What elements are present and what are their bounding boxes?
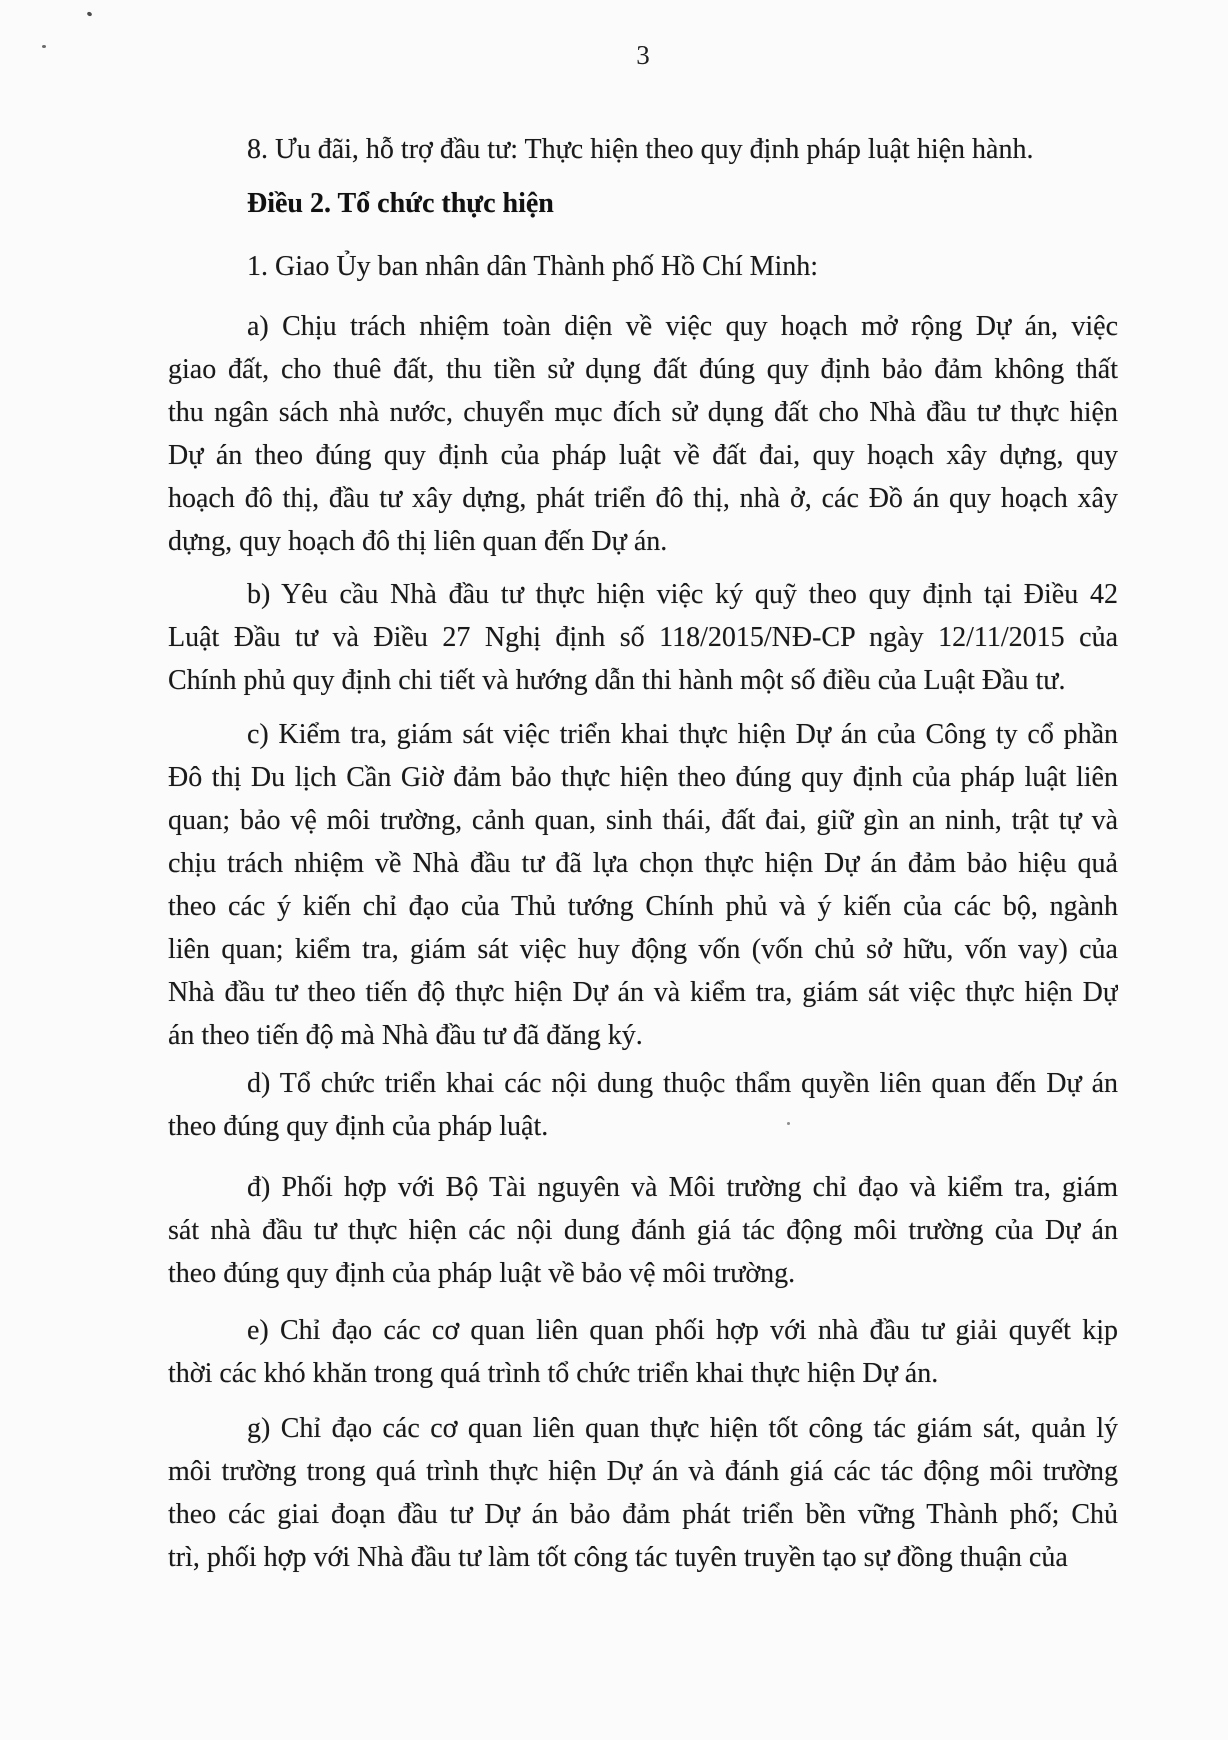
page-number: 3 [636, 40, 650, 70]
text-line: Dự án theo đúng quy định của pháp luật về đất đai, quy hoạch xây dựng, quy [168, 440, 1118, 471]
text-line: Luật Đầu tư và Điều 27 Nghị định số 118/2015/NĐ-CP ngày 12/11/2015 của [168, 622, 1118, 653]
text-line: a) Chịu trách nhiệm toàn diện về việc quy hoạch mở rộng Dự án, việc [247, 311, 1118, 342]
text-line: theo các ý kiến chỉ đạo của Thủ tướng Chính phủ và ý kiến của các bộ, ngành [168, 891, 1118, 922]
text-line: trì, phối hợp với Nhà đầu tư làm tốt công tác tuyên truyền tạo sự đồng thuận của [168, 1542, 1068, 1573]
scan-speck-icon [86, 11, 92, 17]
item-8 [168, 128, 1118, 171]
text-line: liên quan; kiểm tra, giám sát việc huy động vốn (vốn chủ sở hữu, vốn vay) của [168, 934, 1118, 965]
document-body [168, 112, 1118, 1579]
text-line: theo các giai đoạn đầu tư Dự án bảo đảm phát triển bền vững Thành phố; Chủ [168, 1499, 1118, 1530]
text-line: 1. Giao Ủy ban nhân dân Thành phố Hồ Chí Minh: [247, 251, 819, 282]
item-1 [168, 245, 1118, 288]
scan-speck-icon [42, 45, 46, 48]
point-d [168, 1062, 1118, 1148]
point-e [168, 1309, 1118, 1395]
text-line: hoạch đô thị, đầu tư xây dựng, phát triển đô thị, nhà ở, các Đồ án quy hoạch xây [168, 483, 1118, 514]
text-line: theo đúng quy định của pháp luật về bảo vệ môi trường. [168, 1258, 796, 1289]
text-line: b) Yêu cầu Nhà đầu tư thực hiện việc ký quỹ theo quy định tại Điều 42 [247, 579, 1118, 610]
text-line: môi trường trong quá trình thực hiện Dự án và đánh giá các tác động môi trường [168, 1456, 1118, 1487]
text-line: g) Chỉ đạo các cơ quan liên quan thực hiện tốt công tác giám sát, quản lý [247, 1413, 1118, 1444]
text-line: theo đúng quy định của pháp luật. [168, 1111, 549, 1142]
text-line: Điều 2. Tổ chức thực hiện [247, 188, 554, 219]
point-dd [168, 1166, 1118, 1295]
text-line: c) Kiểm tra, giám sát việc triển khai thực hiện Dự án của Công ty cổ phần [247, 719, 1118, 750]
text-line: án theo tiến độ mà Nhà đầu tư đã đăng ký. [168, 1020, 643, 1051]
point-b [168, 573, 1118, 702]
text-line: chịu trách nhiệm về Nhà đầu tư đã lựa chọn thực hiện Dự án đảm bảo hiệu quả [168, 848, 1118, 879]
text-line: giao đất, cho thuê đất, thu tiền sử dụng đất đúng quy định bảo đảm không thất [168, 354, 1118, 385]
text-line: Chính phủ quy định chi tiết và hướng dẫn thi hành một số điều của Luật Đầu tư. [168, 665, 1066, 696]
text-line: Đô thị Du lịch Cần Giờ đảm bảo thực hiện theo đúng quy định của pháp luật liên [168, 762, 1118, 793]
text-line: 8. Ưu đãi, hỗ trợ đầu tư: Thực hiện theo quy định pháp luật hiện hành. [247, 134, 1034, 165]
text-line: d) Tổ chức triển khai các nội dung thuộc thẩm quyền liên quan đến Dự án [247, 1068, 1118, 1099]
text-line: đ) Phối hợp với Bộ Tài nguyên và Môi trường chỉ đạo và kiểm tra, giám [247, 1172, 1118, 1203]
text-line: thời các khó khăn trong quá trình tổ chức triển khai thực hiện Dự án. [168, 1358, 939, 1389]
text-line: e) Chỉ đạo các cơ quan liên quan phối hợp với nhà đầu tư giải quyết kịp [247, 1315, 1118, 1346]
point-g [168, 1407, 1118, 1579]
text-line: quan; bảo vệ môi trường, cảnh quan, sinh thái, đất đai, giữ gìn an ninh, trật tự và [168, 805, 1118, 836]
text-line: sát nhà đầu tư thực hiện các nội dung đánh giá tác động môi trường của Dự án [168, 1215, 1118, 1246]
text-line: thu ngân sách nhà nước, chuyển mục đích sử dụng đất cho Nhà đầu tư thực hiện [168, 397, 1118, 428]
heading-dieu-2 [168, 182, 1118, 225]
point-a [168, 305, 1118, 563]
text-line: Nhà đầu tư theo tiến độ thực hiện Dự án và kiểm tra, giám sát việc thực hiện Dự [168, 977, 1118, 1008]
text-line: dựng, quy hoạch đô thị liên quan đến Dự án. [168, 526, 668, 557]
point-c [168, 713, 1118, 1057]
